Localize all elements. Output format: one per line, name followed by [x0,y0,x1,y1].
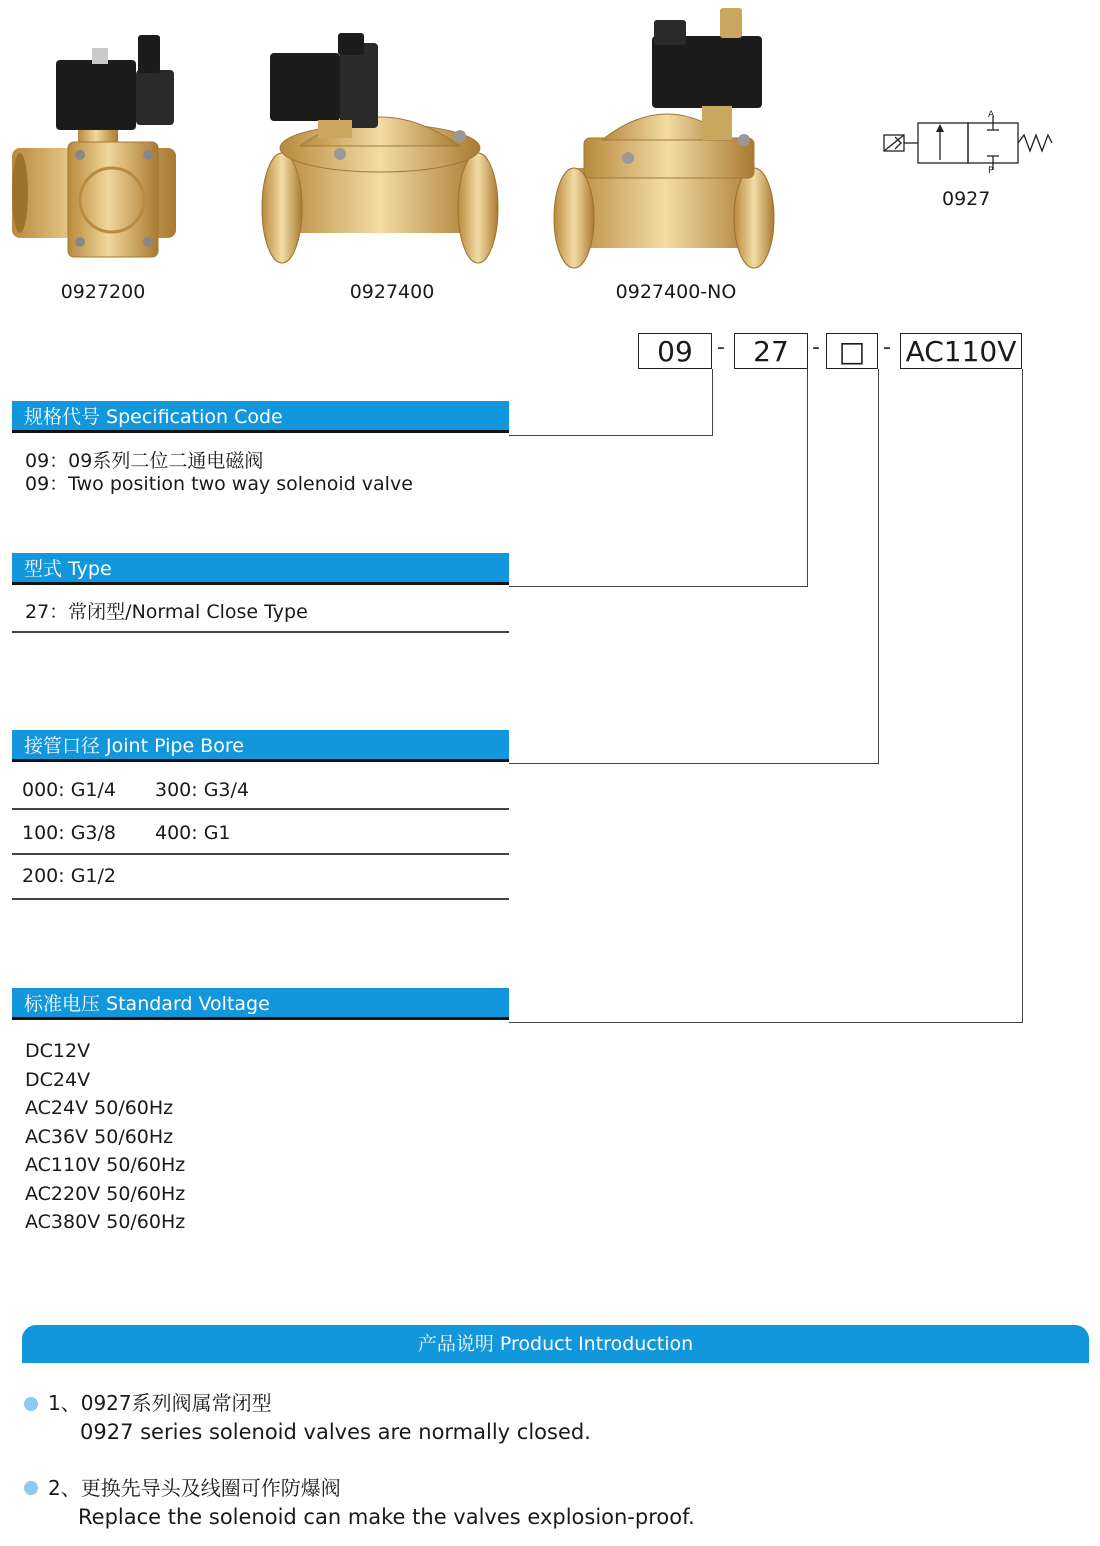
intro-item-cn: 2、更换先导头及线圈可作防爆阀 [48,1476,341,1500]
intro-item-en: Replace the solenoid can make the valves explosion-proof. [78,1505,695,1529]
product-label: 0927200 [60,281,146,303]
voltage-item: AC380V 50/60Hz [25,1211,186,1233]
code-separator: - [717,335,725,360]
code-part-type: 27 [734,333,808,369]
voltage-item: AC24V 50/60Hz [25,1097,174,1119]
bullet-dot [24,1397,38,1411]
product-label: 0927400 [349,281,435,303]
valve-image-0927200 [8,30,180,270]
divider [12,898,509,900]
product-label: 0927400-NO [615,281,737,303]
valve-symbol-diagram [880,108,1060,180]
bore-cell: 000: G1/4 [22,779,117,801]
voltage-item: DC12V [25,1040,91,1062]
type-line: 27：常闭型/Normal Close Type [25,601,308,623]
valve-image-0927400 [260,28,500,268]
port-a-label: A [988,110,995,120]
intro-item-en: 0927 series solenoid valves are normally closed. [80,1420,591,1444]
bullet-dot [24,1481,38,1495]
spec-line: 09：09系列二位二通电磁阀 [25,450,264,472]
voltage-item: AC110V 50/60Hz [25,1154,186,1176]
valve-image-0927400-no [552,8,776,270]
section-header-bore: 接管口径 Joint Pipe Bore [12,730,509,762]
section-header-type: 型式 Type [12,553,509,585]
bore-cell: 100: G3/8 [22,822,117,844]
symbol-label: 0927 [942,188,991,210]
divider [12,853,509,855]
code-part-bore: □ [826,333,878,369]
intro-item-cn: 1、0927系列阀属常闭型 [48,1391,272,1415]
voltage-item: AC220V 50/60Hz [25,1183,186,1205]
spec-line: 09：Two position two way solenoid valve [25,473,413,495]
section-header-voltage: 标准电压 Standard Voltage [12,988,509,1020]
divider [12,631,509,633]
bore-cell: 200: G1/2 [22,865,117,887]
section-header-intro: 产品说明 Product Introduction [22,1325,1089,1363]
code-part-voltage: AC110V [900,333,1022,369]
voltage-item: DC24V [25,1069,91,1091]
divider [12,808,509,810]
code-part-series: 09 [638,333,712,369]
voltage-item: AC36V 50/60Hz [25,1126,174,1148]
bore-cell: 400: G1 [155,822,231,844]
bore-cell: 300: G3/4 [155,779,250,801]
code-separator: - [812,335,820,360]
code-separator: - [883,335,891,360]
port-p-label: P [988,166,994,176]
connector-voltage [509,369,1023,1023]
section-header-spec: 规格代号 Specification Code [12,401,509,433]
